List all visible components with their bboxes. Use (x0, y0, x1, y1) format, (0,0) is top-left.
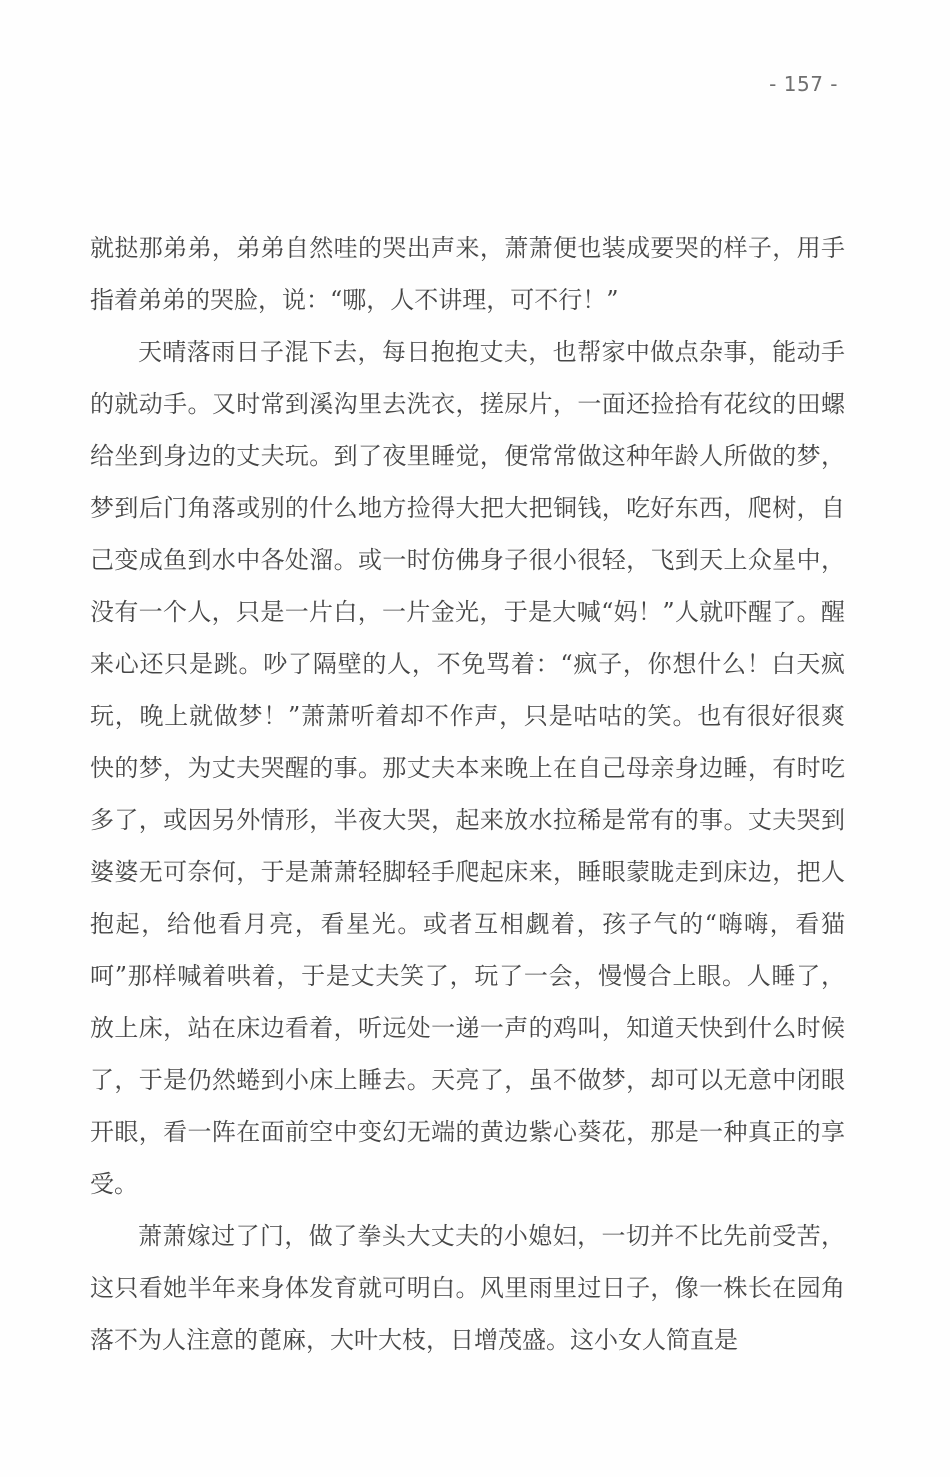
paragraph: 天晴落雨日子混下去，每日抱抱丈夫，也帮家中做点杂事，能动手的就动手。又时常到溪沟里去洗衣，搓尿片，一面还捡拾有花纹的田螺给坐到身边的丈夫玩。到了夜里睡觉，便常常做这种年龄人所做的梦，梦到后门角落或别的什么地方捡得大把大把铜钱，吃好东西，爬树，自己变成鱼到水中各处溜。或一时仿佛身子很小很轻，飞到天上众星中，没有一个人，只是一片白，一片金光，于是大喊“妈！”人就吓醒了。醒来心还只是跳。吵了隔壁的人，不免骂着：“疯子，你想什么！白天疯玩，晚上就做梦！”萧萧听着却不作声，只是咕咕的笑。也有很好很爽快的梦，为丈夫哭醒的事。那丈夫本来晚上在自己母亲身边睡，有时吃多了，或因另外情形，半夜大哭，起来放水拉稀是常有的事。丈夫哭到婆婆无可奈何，于是萧萧轻脚轻手爬起床来，睡眼蒙眬走到床边，把人抱起，给他看月亮，看星光。或者互相觑着，孩子气的“嗨嗨，看猫呵”那样喊着哄着，于是丈夫笑了，玩了一会，慢慢合上眼。人睡了，放上床，站在床边看着，听远处一递一声的鸡叫，知道天快到什么时候了，于是仍然蜷到小床上睡去。天亮了，虽不做梦，却可以无意中闭眼开眼，看一阵在面前空中变幻无端的黄边紫心葵花，那是一种真正的享受。 (90, 338, 845, 1198)
body-text (90, 222, 845, 1366)
page-number: - 157 - (769, 72, 838, 96)
paragraph-continuation: 就挞那弟弟，弟弟自然哇的哭出声来，萧萧便也装成要哭的样子，用手指着弟弟的哭脸，说：“哪，人不讲理，可不行！” (90, 234, 845, 314)
paragraph: 萧萧嫁过了门，做了拳头大丈夫的小媳妇，一切并不比先前受苦，这只看她半年来身体发育就可明白。风里雨里过日子，像一株长在园角落不为人注意的蓖麻，大叶大枝，日增茂盛。这小女人简直是 (90, 1222, 845, 1354)
